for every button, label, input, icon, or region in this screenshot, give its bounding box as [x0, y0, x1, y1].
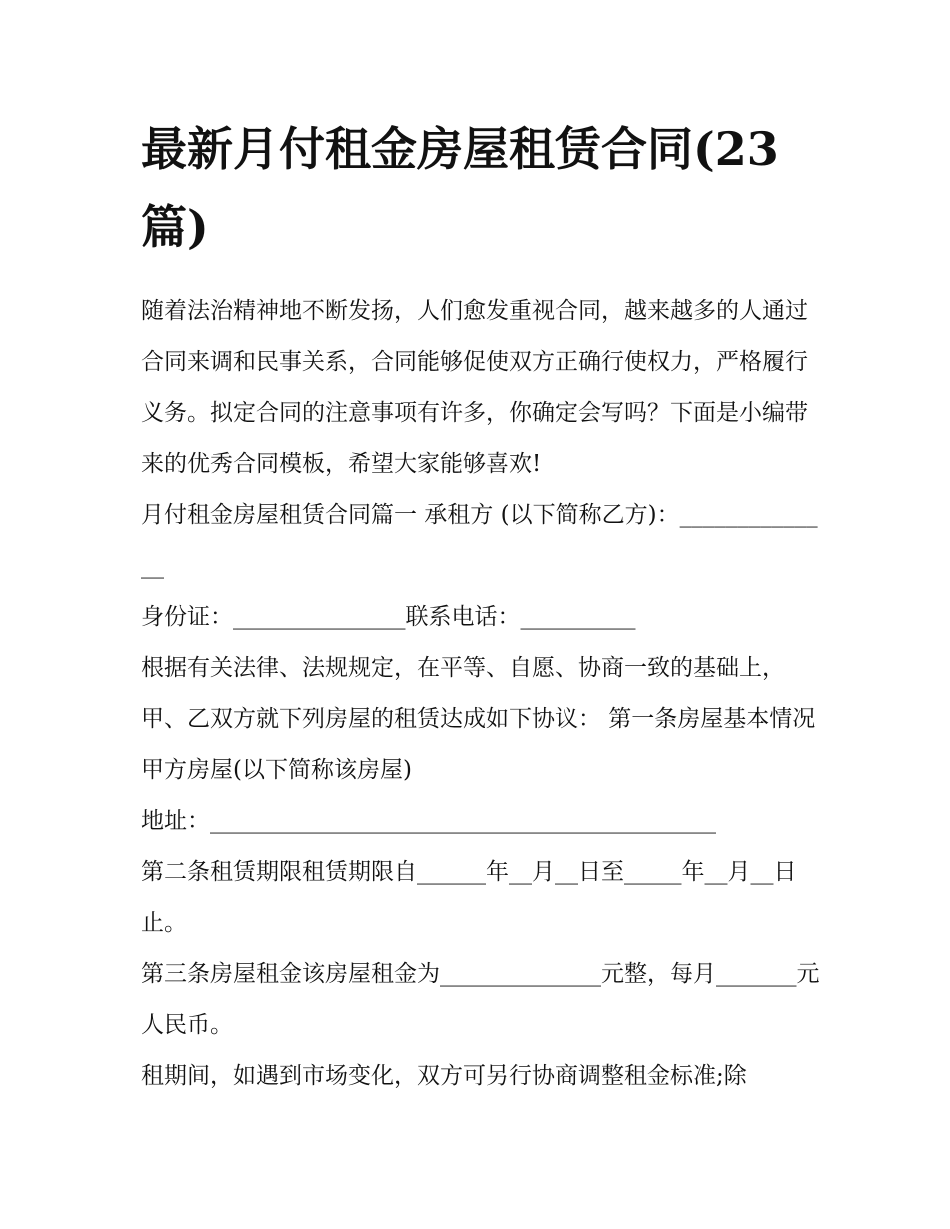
address-line: 地址：____________________________________________: [141, 808, 716, 834]
lease-term-paragraph: 第二条租赁期限租赁期限自______年__月__日至_____年__月__日止。: [141, 859, 797, 936]
contract-heading-paragraph: 月付租金房屋租赁合同篇一 承租方 (以下简称乙方)：______________: [141, 502, 818, 579]
intro-paragraph: 随着法治精神地不断发扬，人们愈发重视合同，越来越多的人通过合同来调和民事关系，合同能够促使双方正确行使权力，严格履行义务。拟定合同的注意事项有许多，你确定会写吗？下面是小编带来的优秀合同模板，希望大家能够喜欢!: [141, 298, 808, 477]
document-title: 最新月付租金房屋租赁合同(23篇): [141, 122, 779, 254]
id-phone-line: 身份证：_______________联系电话：__________: [141, 604, 636, 630]
document-page: [141, 110, 821, 1102]
rent-adjustment-paragraph: 租期间，如遇到市场变化，双方可另行协商调整租金标准;除: [141, 1063, 747, 1089]
agreement-basis-paragraph: 根据有关法律、法规规定，在平等、自愿、协商一致的基础上，甲、乙双方就下列房屋的租赁达成如下协议： 第一条房屋基本情况甲方房屋(以下简称该房屋): [141, 655, 816, 783]
rent-paragraph: 第三条房屋租金该房屋租金为______________元整，每月_______元人民币。: [141, 961, 820, 1038]
